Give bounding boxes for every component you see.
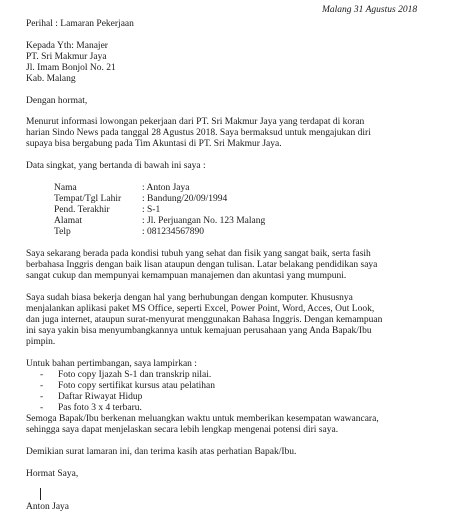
ttl-label: Tempat/Tgl Lahir — [54, 194, 122, 204]
alamat-label: Alamat — [54, 216, 82, 226]
attachment-item: Foto copy sertifikat kursus atau pelatihan — [58, 381, 215, 391]
letter-date: Malang 31 Agustus 2018 — [322, 5, 418, 15]
list-bullet: - — [40, 392, 44, 402]
recipient-line: PT. Sri Makmur Jaya — [26, 52, 107, 62]
greeting: Dengan hormat, — [26, 96, 88, 106]
closing-paragraph: Demikian surat lamaran ini, dan terima kasih atas perhatian Bapak/Ibu. — [26, 447, 297, 457]
closing-salutation: Hormat Saya, — [26, 469, 79, 479]
data-intro: Data singkat, yang bertanda di bawah ini saya : — [26, 161, 206, 171]
paragraph-line: Menurut informasi lowongan pekerjaan dari PT. Sri Makmur Jaya yang terdapat di koran — [26, 117, 365, 127]
paragraph-line: sangat cukup dan mempunyai kemampuan manajemen dan akuntasi yang mumpuni. — [26, 271, 347, 281]
paragraph-line: pimpin. — [26, 337, 56, 347]
paragraph-line: harian Sindo News pada tanggal 28 Agustus 2018. Saya bermaksud untuk mengajukan diri — [26, 128, 371, 138]
attachment-item: Pas foto 3 x 4 terbaru. — [58, 403, 142, 413]
list-bullet: - — [40, 403, 44, 413]
paragraph-line: Semoga Bapak/Ibu berkenan meluangkan waktu untuk memberikan kesempatan wawancara, — [26, 414, 379, 424]
telp-value: : 081234567890 — [142, 227, 205, 237]
paragraph-line: ini saya yakin bisa menyumbangkannya untuk kemajuan perusahaan yang Anda Bapak/Ibu — [26, 326, 372, 336]
subject-line: Perihal : Lamaran Pekerjaan — [26, 19, 134, 29]
pendidikan-label: Pend. Terakhir — [54, 205, 110, 215]
list-bullet: - — [40, 381, 44, 391]
paragraph-line: menjalankan aplikasi paket MS Office, seperti Excel, Power Point, Word, Acces, Out Look, — [26, 304, 375, 314]
paragraph-line: berbahasa Inggris dengan baik lisan ataupun dengan tulisan. Latar belakang pendidikan saya — [26, 260, 378, 270]
attachment-item: Daftar Riwayat Hidup — [58, 392, 143, 402]
nama-value: : Anton Jaya — [142, 183, 190, 193]
nama-label: Nama — [54, 183, 77, 193]
recipient-line: Jl. Imam Bonjol No. 21 — [26, 63, 116, 73]
paragraph-line: sehingga saya dapat menjelaskan secara lebih lengkap mengenai potensi diri saya. — [26, 425, 339, 435]
paragraph-line: dan juga internet, ataupun surat-menyurat menggunakan Bahasa Inggris. Dengan kemampuan — [26, 315, 383, 325]
paragraph-line: supaya bisa bergabung pada Tim Akuntasi di PT. Sri Makmur Jaya. — [26, 139, 282, 149]
recipient-line: Kab. Malang — [26, 74, 76, 84]
attachments-intro: Untuk bahan pertimbangan, saya lampirkan : — [26, 359, 197, 369]
ttl-value: : Bandung/20/09/1994 — [142, 194, 228, 204]
telp-label: Telp — [54, 227, 71, 237]
signature-mark — [40, 488, 41, 500]
paragraph-line: Saya sudah biasa bekerja dengan hal yang berhubungan dengan komputer. Khususnya — [26, 293, 353, 303]
alamat-value: : Jl. Perjuangan No. 123 Malang — [142, 216, 266, 226]
paragraph-line: Saya sekarang berada pada kondisi tubuh yang sehat dan fisik yang sangat baik, serta fasih — [26, 249, 371, 259]
signer-name: Anton Jaya — [26, 502, 70, 512]
recipient-line: Kepada Yth: Manajer — [26, 41, 108, 51]
list-bullet: - — [40, 370, 44, 380]
pendidikan-value: : S-1 — [142, 205, 161, 215]
attachment-item: Foto copy Ijazah S-1 dan transkrip nilai. — [58, 370, 212, 380]
